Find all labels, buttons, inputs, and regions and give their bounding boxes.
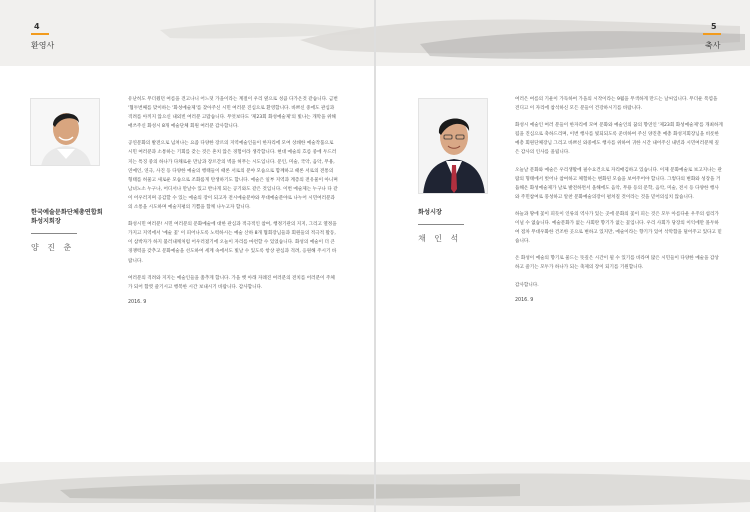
page-accent-rule-left (31, 33, 49, 35)
person-portrait-icon (31, 99, 100, 166)
date-left: 2016. 9 (128, 299, 147, 305)
paragraph-right-4: 하늘과 땅에 꽃이 피듯이 인류의 역사가 있는 곳에 문화의 꽃이 피는 것은 모두 아름다운 우주의 섭리가 이닐 수 없습니다. 예술문화가 없는 사회란 향기가 없는 꽃입니다. 우리 사회가 당장의 이익에만 몰두하여 점차 무대우화한 건조한 곳으로 변하고 있지만, 예술이라는 향기가 있어 삭막함을 덜어주고 있다고 믿습니다. (515, 211, 722, 245)
portrait-photo-left (30, 98, 100, 166)
body-column-left (128, 95, 338, 305)
section-title-right: 축사 (705, 41, 721, 50)
page-gutter (374, 0, 376, 512)
paragraph-right-5: 온 화성이 예술의 향기로 물드는 뜻깊은 시간이 될 수 있기를 바라며 많은 시민들이 다양한 예술을 감상하고 즐기는 모두가 하나가 되는 축제의 장이 되기를 기원합니다. (515, 256, 719, 271)
page-number-right: 5 (711, 22, 717, 31)
org-title-left: 화성지회장 (31, 218, 61, 225)
paragraph-left-4: 여러분의 격려와 지지는 예술인들을 춤추게 합니다. 가을 햇 아래 자례진 여러분의 전치를 어러분이 주체가 되어 함껏 즐기시고 행복한 시간 보내시기 바랍니다. 감사합니다. (128, 275, 335, 290)
person-portrait-icon (419, 99, 488, 194)
paragraph-left-3: 화성시민 여러분! 시민 여러분의 문화예술에 대한 관심과 적극적인 참여, 행정기관의 지지, 그리고 열정을 가지고 지역에서 '예술 꽃' 이 피어나도록 노력하시는 예술 산하 8개 협회장님들과 회원들의 적극적 활동, 이 삼박자가 하지 불러내께처럼 어우러졌기에 오늘이 자리를 마련할 수 있었습니다. 화성의 예술이 더 큰 경쟁력을 갖추고 문화예술을 선도하여 세계 속에서도 빛날 수 있도록 항상 관심과 격려, 응원해 주시기 바랍니다. (128, 222, 337, 264)
paragraph-right-1: 여러은 여름의 기운이 가득하여 가을의 시작이라는 9월을 무색하게 만드는 날씨입니다. 무더운 폭염을 견디고 이 자리에 참석하신 모든 분들이 건강하시기를 바랍니다. (515, 97, 718, 112)
name-divider-left (31, 233, 77, 234)
speaker-name-left: 양 진 춘 (31, 243, 75, 252)
paragraph-right-6: 감사합니다. (515, 282, 539, 288)
date-right: 2016. 9 (515, 297, 534, 303)
section-title-left: 환영사 (31, 41, 55, 50)
speaker-name-right: 채 인 석 (418, 234, 462, 243)
speaker-block-left (31, 208, 103, 253)
body-column-right (515, 95, 723, 303)
paragraph-left-2: 공연문화의 발전으로 넘쳐나는 요즘 다양한 장르의 지역예술인들이 한자리에 모여 상쇄한 예술작품으로 시민 여러분과 소통하는 기회를 갖는 것은 흔치 않은 경험이라 생각합니다. 현대 예술의 흐름 중에 두드러지는 특징 중의 하나가 다채로운 만남과 장르간의 벽을 허무는 시도입니다. 문인, 미술, 국악, 음악, 무용, 연예인, 연극, 사진 등 다양한 예술의 행태들이 때론 서로의 분야 모습으로 함께하고 때론 서로의 전통의 형태를 허물고 새로운 모습으로 조화롭게 탄생하기도 합니다. 예술은 일부 지역과 계층의 전유물이 아니며 남녀노소 누구나, 어디서나 만날수 있고 반나게 되는 공기와도 같은 것입니다. 이번 예술제는 누구나 다 같이 어우러지며 공감할 수 있는 예술의 장이 되고자 전시예술분야와 무대예술분야로 나누어 시민여러분과의 소통을 시도하며 예술지평의 기쁨을 함께 나누고자 합니다. (128, 141, 338, 211)
page-accent-rule-right (703, 33, 721, 35)
paragraph-left-1: 유난히도 무더웠던 여름을 견고나니 어느덧 가을이라는 계절이 우리 옆으로 성큼 다가온것 같습니다. 금번 '협두번째를 맞이하는 '화성예술제'를 찾아주신 시민 여러분 진심으로 환영합니다. 바쁘신 중에도 관심과 격려를 아끼지 않으신 내외빈 여러분 고맙습니다. 무엇보다도 '제23회 화성예술제'의 빛나는 개막을 위해 애쓰주신 화성시 8개 예술단체 회원 여러분 감사합니다. (128, 97, 338, 130)
page-number-left: 4 (34, 22, 40, 31)
speaker-block-right (418, 208, 464, 244)
name-divider-right (418, 224, 464, 225)
paragraph-right-2: 화성시 예술인 여러 분들이 한자리에 모여 문화와 예술인의 꿈의 향연인 '제23회 화성예술제'를 개최하게됨을 진심으로 축하드리며, 이번 행사를 빛되되도록 준비하여 주신 양진춘 예총 화성지회장님을 비롯한 예총 회원단체장님 그리고 바쁘신 와중에도 행사를 위하여 귀한 시간 내어주신 내빈과 시민여러분께 깊은 감사의 인사를 올립니다. (515, 123, 723, 156)
org-title-right: 화성시장 (418, 209, 442, 216)
portrait-photo-right (418, 98, 488, 194)
paragraph-right-3: 오늘날 문화와 예술은 우리생활에 필수요건으로 자리매김하고 있습니다. 이제 문화예술로 보고지나는 관람의 형태에서 벗어나 참여하고 체험하는 변화된 모습을 보여주어야 합니다. 그렇다의 변화와 성장을 거듭해온 화성예술제가 날로 발전하면서 올해에도 음악, 무용 등의 문학, 음악, 미술, 전시 등 다양한 행사와 주민참여로 풍성하고 알찬 문화예술의장이 펼쳐질 것이라는 것을 믿어의심치 않습니다. (515, 167, 722, 200)
org-name-left: 한국예술문화단체총연합회 (31, 209, 103, 216)
